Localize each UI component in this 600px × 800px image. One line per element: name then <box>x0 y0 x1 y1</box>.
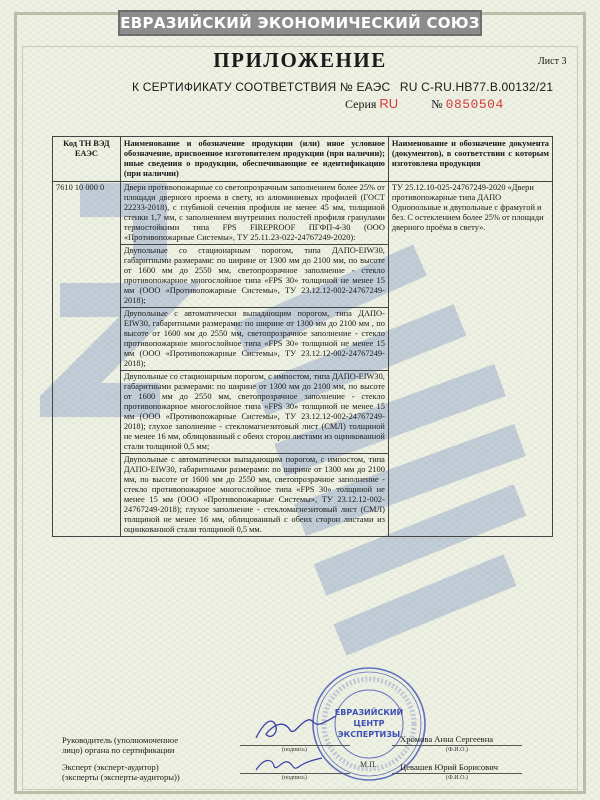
head-name-line <box>392 744 522 746</box>
header-document: Наименование и обозначение документа (документов), в соответствии с которым изготовлена продукция <box>388 137 552 182</box>
expert-fio-caption: (Ф.И.О.) <box>446 775 468 781</box>
union-banner: ЕВРАЗИЙСКИЙ ЭКОНОМИЧЕСКИЙ СОЮЗ <box>118 10 482 36</box>
header-description: Наименование и обозначение продукции (или) иное условное обозначение, присвоенное изготовителем продукции (при наличии); иные сведения о продукции, обеспечивающие ее идентификацию (при наличии) <box>120 137 388 182</box>
expert-label-line-1: Эксперт (эксперт-аудитор) <box>62 762 159 772</box>
product-variant: Двупольные с автоматически выпадающим порогом, с импостом, типа ДАПО-EIW30, габаритными размерами: по ширине от 1300 мм до 2100 мм, по высоте от 1600 мм до 2550 мм, светопрозрачное заполнение - стекло противопожарное многослойное типа «FPS 30» толщиной не менее 15 мм (ООО «Противопожарные Системы», ТУ 23.12.12-002-24767249-2018); глухое заполнение - стекломагнезитовый лист (СМЛ) толщиной не менее 16 мм, облицованный с обеих сторон листами из оцинкованной стали толщиной 0,5 мм. <box>120 454 388 537</box>
stamp-mark: М.П. <box>360 760 377 769</box>
expert-name: Цевашев Юрий Борисович <box>400 762 499 772</box>
series-line <box>345 96 504 112</box>
expert-signature <box>252 752 332 776</box>
head-sign-caption: (подпись) <box>282 747 307 753</box>
head-label-line-1: Руководитель (уполномоченное <box>62 735 179 745</box>
head-signature <box>250 712 340 746</box>
product-table <box>52 136 553 537</box>
sheet-number: Лист 3 <box>538 56 567 67</box>
expert-label <box>62 762 180 782</box>
tn-ved-code: 7610 10 000 0 <box>53 182 121 537</box>
page-title: ПРИЛОЖЕНИЕ <box>213 48 387 72</box>
product-description: Двери противопожарные со светопрозрачным заполнением более 25% от площади дверного проема в свету, из алюминиевых профилей (ГОСТ 22233-2018), с глубиной сечения профиля не менее 45 мм, толщиной стенки 1,7 мм, с заполнением внутренних полостей профиля гранулами термостойкими типа FPS FIREPROOF ПГФП-4-30 (ООО «Противопожарные Системы», ТУ 25.11.23-022-24767249-2020): <box>120 182 388 245</box>
subtitle-text: К СЕРТИФИКАТУ СООТВЕТСТВИЯ № ЕАЭС <box>132 80 391 94</box>
expert-name-line <box>392 772 522 774</box>
expert-sign-caption: (подпись) <box>282 775 307 781</box>
head-fio-caption: (Ф.И.О.) <box>446 747 468 753</box>
table-header-row <box>53 137 553 182</box>
series-label: Серия <box>345 97 377 111</box>
head-label-line-2: лицо) органа по сертификации <box>62 745 175 755</box>
expert-label-line-2: (эксперты (эксперты-аудиторы)) <box>62 772 180 782</box>
header-code: Код ТН ВЭД ЕАЭС <box>53 137 121 182</box>
certificate-subtitle <box>132 80 553 94</box>
product-variant: Двупольные со стационарным порогом, с импостом, типа ДАПО-EIW30, габаритными размерами: по ширине от 1300 мм до 2100 мм, по высоте от 1600 мм до 2550 мм, светопрозрачное заполнение - стекло противопожарное многослойное типа «FPS 30» толщиной не менее 15 мм (ООО «Противопожарные Системы», ТУ 23.12.12-002-24767249-2018); глухое заполнение - стекломагнезитовый лист (СМЛ) толщиной не менее 16 мм, облицованный с обеих сторон листами из оцинкованной стали толщиной 0,5 мм; <box>120 371 388 454</box>
stamp-line-1: ЕВРАЗИЙСКИЙ <box>334 708 404 717</box>
series-value: RU <box>379 96 399 111</box>
blank-number: 0850504 <box>445 97 504 112</box>
standard-document: ТУ 25.12.10-025-24767249-2020 «Двери противопожарные типа ДАПО Однопольные и двупольные с фрамугой и без. С остеклением более 25% от площади дверного проёма в свету». <box>388 182 552 537</box>
product-variant: Двупольные со стационарным порогом, типа ДАПО-EIW30, габаритными размерами: по ширине от 1300 мм до 2100 мм, по высоте от 1600 мм до 2550 мм, светопрозрачное заполнение - стекло противопожарное многослойное типа «FPS 30» толщиной не менее 15 мм (ООО «Противопожарные Системы», ТУ 23.12.12-002-24767249-2018); <box>120 245 388 308</box>
stamp-line-3: ЭКСПЕРТИЗЫ <box>337 730 401 739</box>
stamp-line-2: ЦЕНТР <box>353 719 385 728</box>
number-label: № <box>431 97 443 111</box>
certificate-number: RU C-RU.НВ77.В.00132/21 <box>399 80 554 94</box>
table-row <box>53 182 553 245</box>
product-variant: Двупольные с автоматически выпадающим порогом, типа ДАПО-EIW30, габаритными размерами: по ширине от 1300 мм до 2100 мм , по высоте от 1600 мм до 2550 мм, светопрозрачное заполнение - стекло противопожарное многослойное типа «FPS 30» толщиной не менее 15 мм (ООО «Противопожарные Системы», ТУ 23.12.12-002-24767249-2018); <box>120 308 388 371</box>
head-label <box>62 735 178 755</box>
head-name: Хромова Анна Сергеевна <box>400 734 494 744</box>
